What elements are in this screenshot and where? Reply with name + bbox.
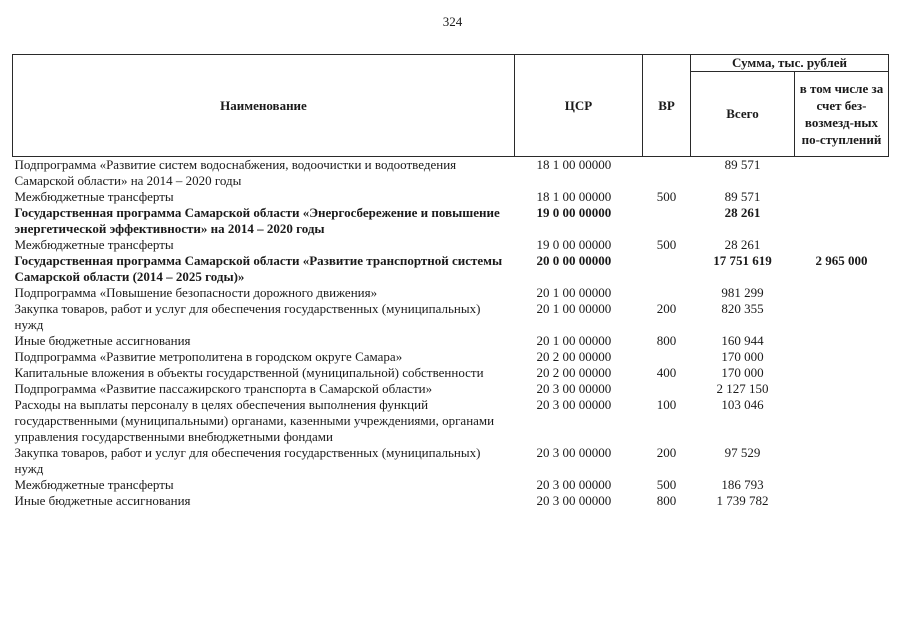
cell-total: 820 355 bbox=[721, 301, 764, 316]
cell-csr: 20 1 00 00000 bbox=[536, 301, 612, 316]
cell-name: Капитальные вложения в объекты государственной (муниципальной) собственности bbox=[14, 365, 484, 380]
table-row bbox=[13, 333, 889, 349]
cell-name: Закупка товаров, работ и услуг для обеспечения государственных (муниципальных) нужд bbox=[14, 301, 481, 332]
cell-total: 981 299 bbox=[721, 285, 764, 300]
table-row bbox=[13, 365, 889, 381]
cell-total: 17 751 619 bbox=[713, 253, 772, 268]
cell-vr bbox=[643, 253, 691, 285]
table-row bbox=[13, 205, 889, 237]
table-row bbox=[13, 493, 889, 509]
cell-csr: 19 0 00 00000 bbox=[536, 237, 612, 252]
cell-free bbox=[795, 381, 889, 397]
cell-free bbox=[795, 237, 889, 253]
cell-name: Подпрограмма «Повышение безопасности дорожного движения» bbox=[14, 285, 378, 300]
cell-total: 89 571 bbox=[724, 157, 761, 172]
cell-total: 103 046 bbox=[721, 397, 764, 412]
cell-free bbox=[795, 493, 889, 509]
cell-name: Межбюджетные трансферты bbox=[14, 189, 174, 204]
table-row bbox=[13, 189, 889, 205]
cell-name: Расходы на выплаты персоналу в целях обеспечения выполнения функций государственными (муниципальными) органами, казенными учреждениями, органами управления государственными внебюджетными фондами bbox=[14, 397, 495, 444]
cell-csr: 20 3 00 00000 bbox=[536, 477, 612, 492]
cell-total: 28 261 bbox=[724, 205, 761, 220]
cell-csr: 20 2 00 00000 bbox=[536, 349, 612, 364]
cell-csr: 20 3 00 00000 bbox=[536, 381, 612, 396]
cell-vr: 800 bbox=[656, 493, 677, 508]
cell-total: 1 739 782 bbox=[716, 493, 769, 508]
cell-csr: 20 0 00 00000 bbox=[536, 253, 612, 268]
cell-csr: 20 2 00 00000 bbox=[536, 365, 612, 380]
cell-total: 170 000 bbox=[721, 365, 764, 380]
cell-free bbox=[795, 189, 889, 205]
budget-table bbox=[12, 54, 889, 509]
cell-free bbox=[795, 365, 889, 381]
header-free-receipts: в том числе за счет без-возмезд-ных по-ступлений bbox=[795, 72, 889, 157]
header-vr: ВР bbox=[643, 55, 691, 157]
cell-free bbox=[795, 477, 889, 493]
cell-total: 2 127 150 bbox=[716, 381, 769, 396]
cell-total: 160 944 bbox=[721, 333, 764, 348]
cell-name: Иные бюджетные ассигнования bbox=[14, 493, 191, 508]
cell-csr: 20 3 00 00000 bbox=[536, 397, 612, 412]
cell-vr: 400 bbox=[656, 365, 677, 380]
table-row bbox=[13, 157, 889, 190]
cell-total: 97 529 bbox=[724, 445, 761, 460]
cell-vr: 200 bbox=[656, 445, 677, 460]
cell-vr bbox=[643, 285, 691, 301]
table-row bbox=[13, 237, 889, 253]
table-row bbox=[13, 397, 889, 445]
header-name: Наименование bbox=[13, 55, 515, 157]
cell-name: Подпрограмма «Развитие метрополитена в городском округе Самара» bbox=[14, 349, 403, 364]
cell-name: Подпрограмма «Развитие систем водоснабжения, водоочистки и водоотведения Самарской области» на 2014 – 2020 годы bbox=[14, 157, 457, 188]
cell-free bbox=[795, 333, 889, 349]
cell-name: Межбюджетные трансферты bbox=[14, 477, 174, 492]
cell-vr: 100 bbox=[656, 397, 677, 412]
header-total: Всего bbox=[691, 72, 795, 157]
cell-total: 89 571 bbox=[724, 189, 761, 204]
table-row bbox=[13, 445, 889, 477]
page-number: 324 bbox=[442, 14, 463, 29]
cell-csr: 18 1 00 00000 bbox=[536, 189, 612, 204]
cell-free bbox=[795, 445, 889, 477]
cell-csr: 20 3 00 00000 bbox=[536, 445, 612, 460]
table-body bbox=[13, 157, 889, 510]
table-header bbox=[13, 55, 889, 157]
header-csr: ЦСР bbox=[515, 55, 643, 157]
cell-free bbox=[795, 285, 889, 301]
table-row bbox=[13, 285, 889, 301]
cell-vr: 200 bbox=[656, 301, 677, 316]
cell-vr bbox=[643, 205, 691, 237]
table-row bbox=[13, 253, 889, 285]
cell-csr: 18 1 00 00000 bbox=[536, 157, 612, 172]
table-row bbox=[13, 477, 889, 493]
cell-name: Подпрограмма «Развитие пассажирского транспорта в Самарской области» bbox=[14, 381, 433, 396]
cell-free bbox=[795, 205, 889, 237]
cell-vr: 500 bbox=[656, 237, 677, 252]
cell-total: 186 793 bbox=[721, 477, 764, 492]
cell-name: Иные бюджетные ассигнования bbox=[14, 333, 191, 348]
cell-vr: 800 bbox=[656, 333, 677, 348]
cell-vr: 500 bbox=[656, 477, 677, 492]
cell-csr: 20 3 00 00000 bbox=[536, 493, 612, 508]
cell-name: Закупка товаров, работ и услуг для обеспечения государственных (муниципальных) нужд bbox=[14, 445, 481, 476]
cell-free bbox=[795, 301, 889, 333]
cell-csr: 20 1 00 00000 bbox=[536, 333, 612, 348]
cell-csr: 20 1 00 00000 bbox=[536, 285, 612, 300]
cell-vr bbox=[643, 349, 691, 365]
cell-vr: 500 bbox=[656, 189, 677, 204]
cell-name: Межбюджетные трансферты bbox=[14, 237, 174, 252]
cell-total: 170 000 bbox=[721, 349, 764, 364]
cell-vr bbox=[643, 381, 691, 397]
cell-total: 28 261 bbox=[724, 237, 761, 252]
cell-free bbox=[795, 349, 889, 365]
cell-free: 2 965 000 bbox=[815, 253, 868, 268]
cell-name: Государственная программа Самарской области «Развитие транспортной системы Самарской области (2014 – 2025 годы)» bbox=[14, 253, 503, 284]
header-sum-group: Сумма, тыс. рублей bbox=[691, 55, 889, 72]
table-row bbox=[13, 349, 889, 365]
table-row bbox=[13, 301, 889, 333]
cell-name: Государственная программа Самарской области «Энергосбережение и повышение энергетической эффективности» на 2014 – 2020 годы bbox=[14, 205, 500, 236]
table-row bbox=[13, 381, 889, 397]
cell-vr bbox=[643, 157, 691, 190]
cell-free bbox=[795, 397, 889, 445]
cell-csr: 19 0 00 00000 bbox=[536, 205, 612, 220]
cell-free bbox=[795, 157, 889, 190]
